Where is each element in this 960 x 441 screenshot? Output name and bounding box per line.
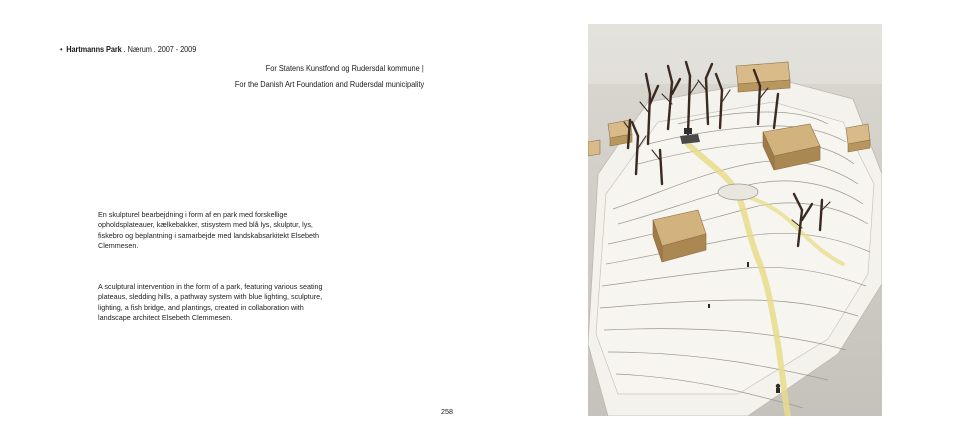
heading-bullet: • [60, 44, 63, 54]
page-number: 258 [441, 407, 453, 416]
project-years: 2007 - 2009 [157, 44, 197, 54]
sponsor-english: For the Danish Art Foundation and Rudersdal municipality [234, 79, 424, 89]
project-title: Hartmanns Park [66, 44, 122, 54]
model-photo [588, 24, 882, 416]
description-english: A sculptural intervention in the form of a park, featuring various seating plateaus, sledding hills, a pathway system with blue lighting, sculpture, lighting, a fish bridge, and plantings, created in collaboration with landscape architect Elsebeth Clemmesen. [98, 282, 323, 323]
project-heading [60, 44, 196, 54]
project-location: Nærum [127, 44, 152, 54]
sponsor-danish: For Statens Kunstfond og Rudersdal kommune | [265, 63, 424, 73]
heading-separator-1: . [121, 44, 128, 54]
landscape-model-illustration [588, 24, 882, 416]
heading-separator-2: . [151, 44, 158, 54]
description-danish: En skulpturel bearbejdning i form af en park med forskellige opholdsplateauer, kælkebakker, stisystem med blå lys, skulptur, lys, fiskebro og beplantning i samarbejde med landskabsarkitekt Elsebeth Clemmesen. [98, 210, 319, 251]
